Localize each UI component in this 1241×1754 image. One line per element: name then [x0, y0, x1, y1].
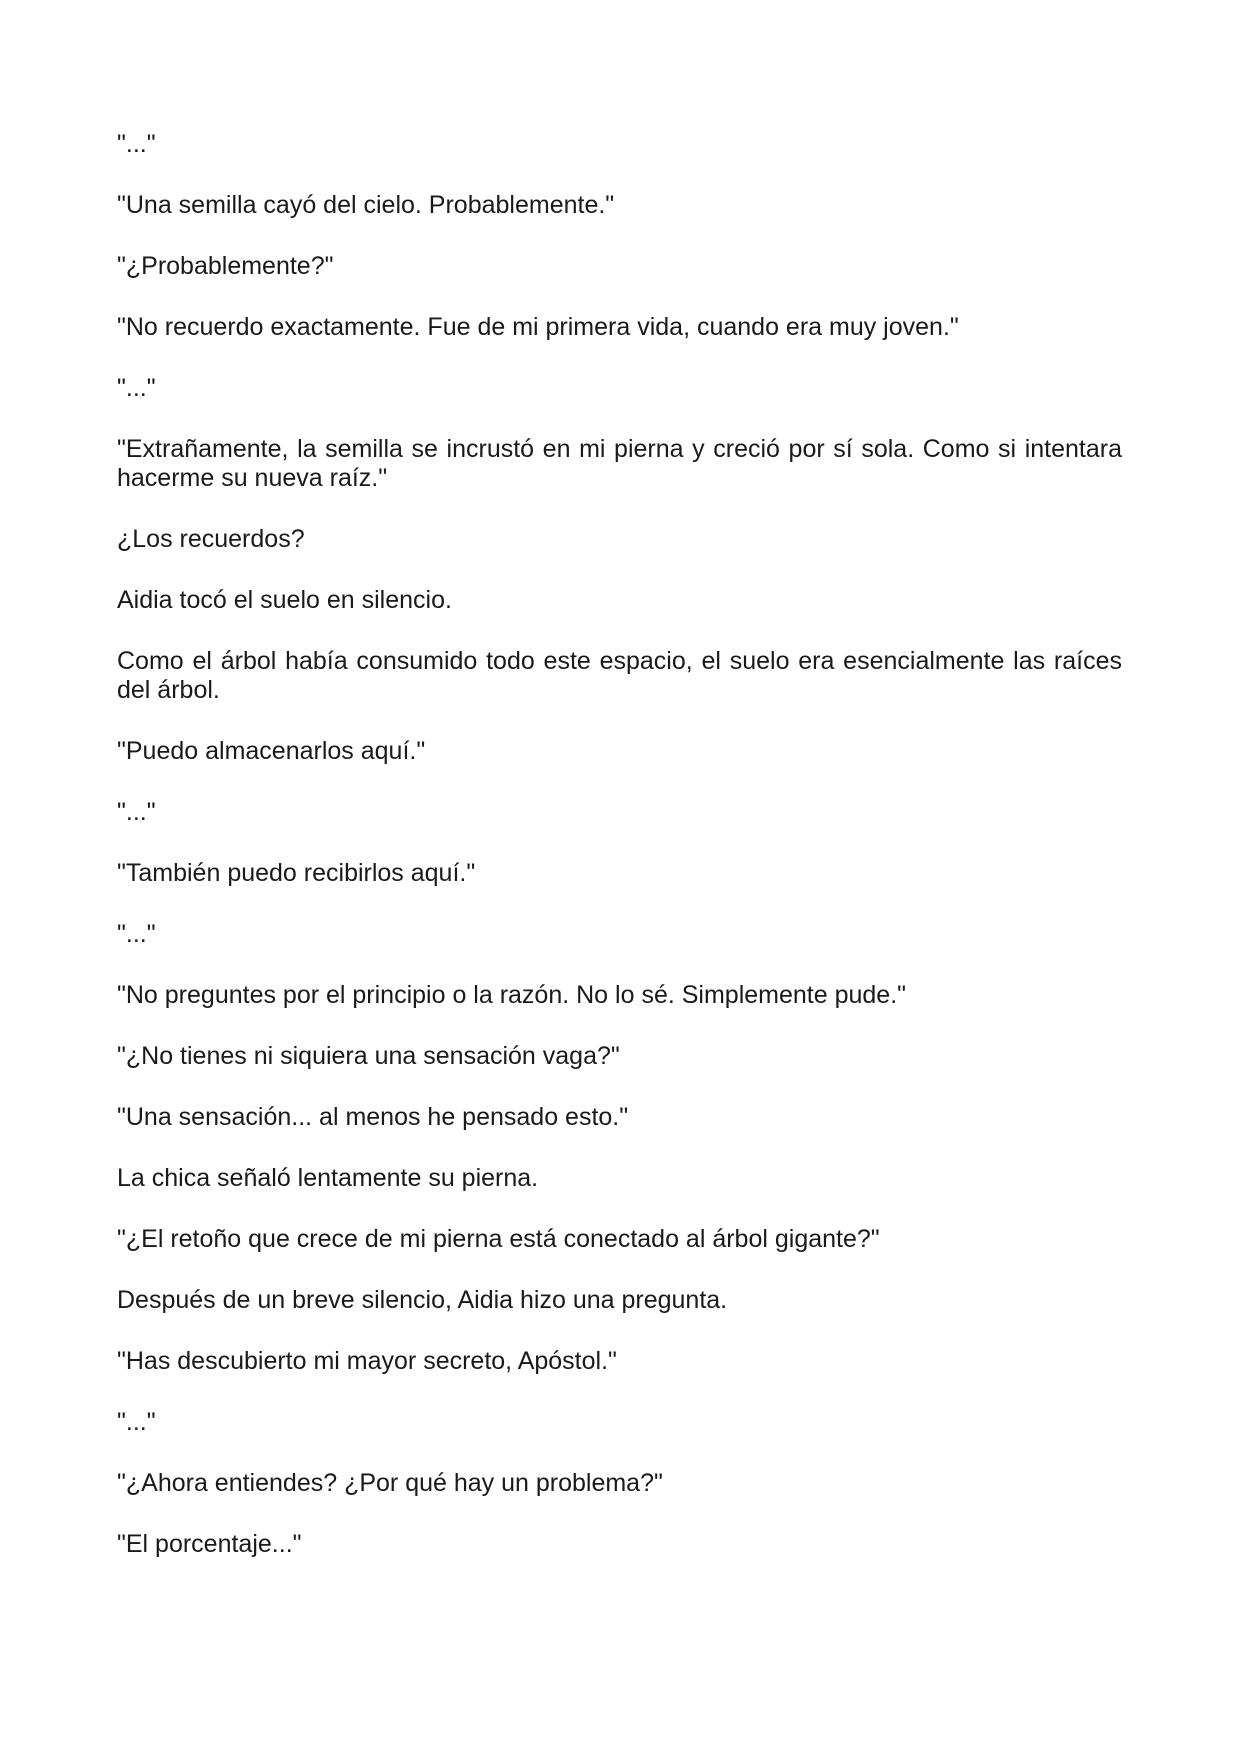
paragraph: "Una semilla cayó del cielo. Probablemente.": [117, 191, 615, 219]
paragraph: "No recuerdo exactamente. Fue de mi primera vida, cuando era muy joven.": [117, 313, 959, 341]
paragraph: "También puedo recibirlos aquí.": [117, 859, 476, 887]
paragraph: "El porcentaje...": [117, 1530, 302, 1558]
paragraph: Después de un breve silencio, Aidia hizo una pregunta.: [117, 1286, 728, 1314]
paragraph: "...": [117, 130, 156, 158]
paragraph: "Puedo almacenarlos aquí.": [117, 737, 426, 765]
paragraph: ¿Los recuerdos?: [117, 525, 305, 553]
paragraph: "¿Probablemente?": [117, 252, 334, 280]
paragraph: "...": [117, 798, 156, 826]
paragraph: "No preguntes por el principio o la razón. No lo sé. Simplemente pude.": [117, 981, 907, 1009]
paragraph: "¿Ahora entiendes? ¿Por qué hay un problema?": [117, 1469, 663, 1497]
paragraph: "¿No tienes ni siquiera una sensación vaga?": [117, 1042, 620, 1070]
paragraph: Como el árbol había consumido todo este espacio, el suelo era esencialmente las raíces del árbol.: [117, 647, 1122, 704]
paragraph: "¿El retoño que crece de mi pierna está conectado al árbol gigante?": [117, 1225, 880, 1253]
paragraph: "...": [117, 920, 156, 948]
paragraph: La chica señaló lentamente su pierna.: [117, 1164, 539, 1192]
paragraph: "...": [117, 374, 156, 402]
paragraph: "Has descubierto mi mayor secreto, Apóstol.": [117, 1347, 617, 1375]
document-page: [117, 130, 1122, 1591]
paragraph: "Una sensación... al menos he pensado esto.": [117, 1103, 629, 1131]
paragraph: Aidia tocó el suelo en silencio.: [117, 586, 452, 614]
paragraph: "...": [117, 1408, 156, 1436]
paragraph: "Extrañamente, la semilla se incrustó en mi pierna y creció por sí sola. Como si intentara hacerme su nueva raíz.": [117, 435, 1122, 492]
